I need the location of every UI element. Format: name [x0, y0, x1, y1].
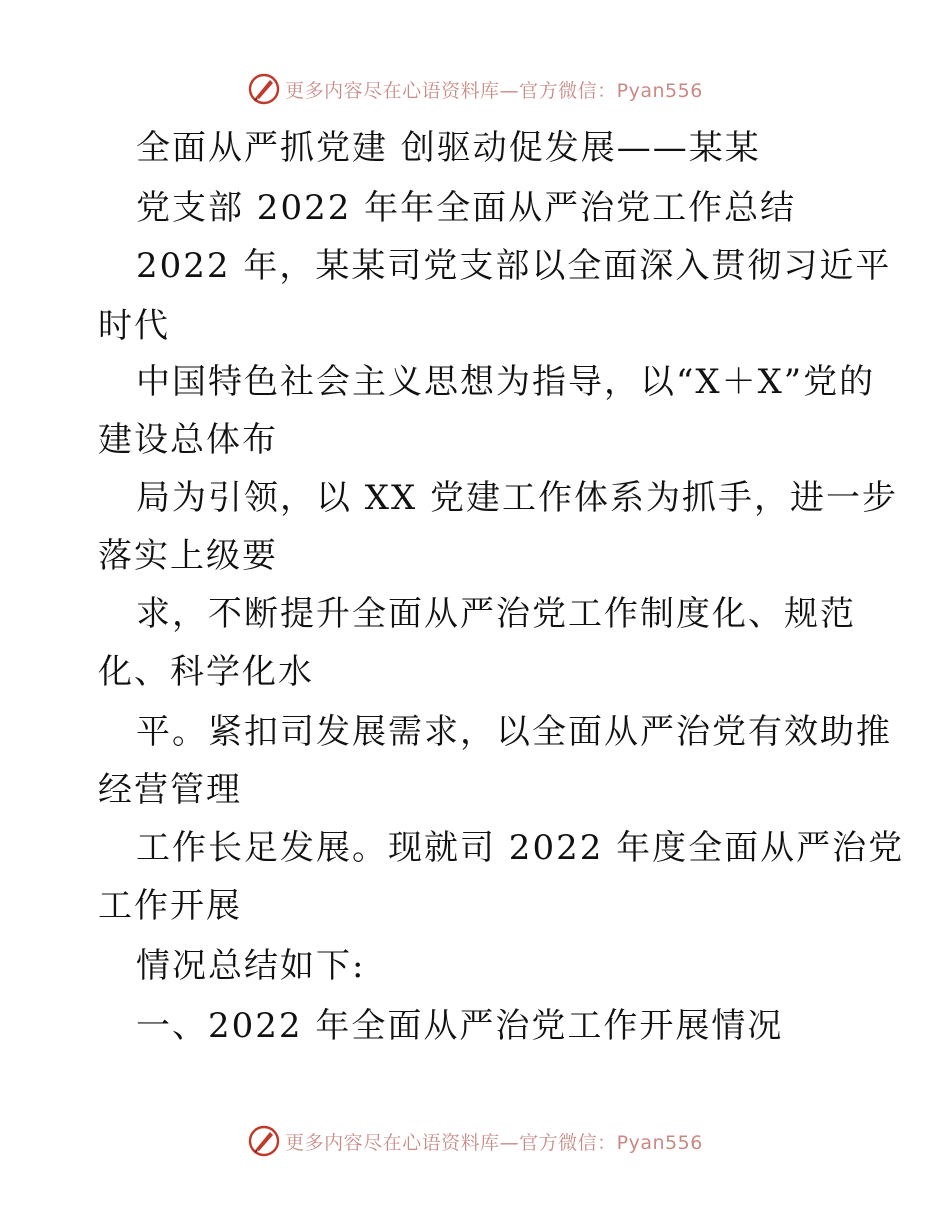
document-title-line-2: 党支部 2022 年年全面从严治党工作总结: [136, 188, 797, 228]
body-line: 经营管理: [98, 770, 242, 810]
quill-logo-icon: [247, 72, 281, 106]
watermark-header: [0, 72, 950, 106]
body-line: 平。紧扣司发展需求，以全面从严治党有效助推: [136, 712, 892, 752]
document-title-line-1: 全面从严抓党建 创驱动促发展——某某: [136, 128, 761, 168]
body-line: 化、科学化水: [98, 652, 314, 692]
body-line: 2022 年，某某司党支部以全面深入贯彻习近平: [136, 246, 892, 286]
watermark-text: 更多内容尽在心语资料库—官方微信：Pyan556: [285, 1131, 703, 1154]
body-line: 情况总结如下:: [136, 946, 366, 986]
body-line: 求，不断提升全面从严治党工作制度化、规范: [136, 594, 856, 634]
section-heading: 一、2022 年全面从严治党工作开展情况: [136, 1006, 784, 1046]
body-line: 局为引领，以 XX 党建工作体系为抓手，进一步: [136, 478, 899, 518]
watermark-footer: [0, 1124, 950, 1158]
body-line: 工作开展: [98, 886, 242, 926]
body-line: 工作长足发展。现就司 2022 年度全面从严治党: [136, 828, 905, 868]
body-line: 时代: [98, 306, 170, 346]
watermark-text: 更多内容尽在心语资料库—官方微信：Pyan556: [285, 79, 703, 102]
body-line: 中国特色社会主义思想为指导，以“X＋X”党的: [136, 362, 876, 402]
body-line: 落实上级要: [98, 536, 278, 576]
quill-logo-icon: [247, 1124, 281, 1158]
body-line: 建设总体布: [98, 420, 278, 460]
